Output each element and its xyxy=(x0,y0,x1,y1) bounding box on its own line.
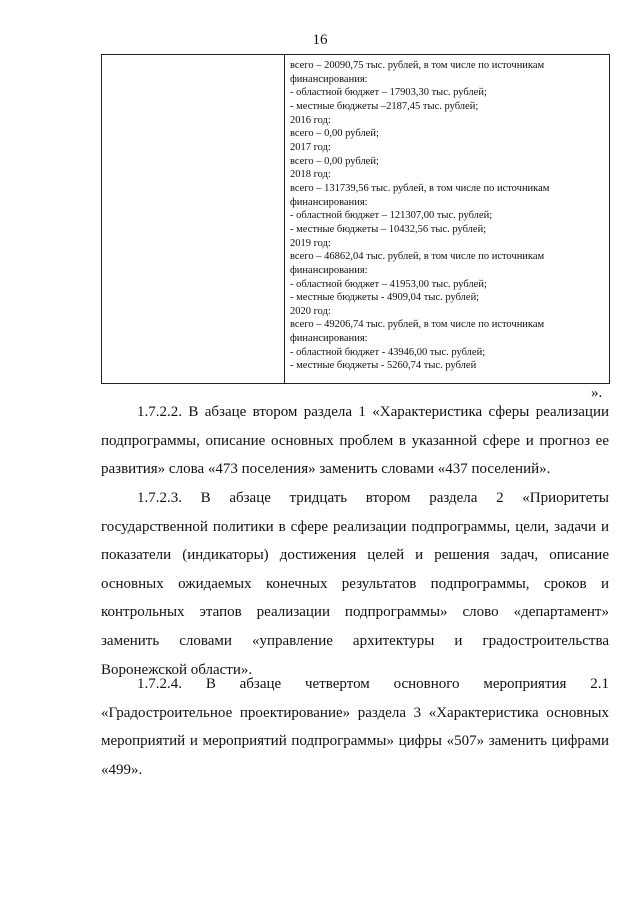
financing-line: 2020 год: xyxy=(290,305,331,317)
paragraph-line: 1.7.2.3. В абзаце тридцать втором раздела 2 «Приоритеты xyxy=(137,490,609,506)
paragraph-line: показатели (индикаторы) достижения целей и решения задач, описание xyxy=(101,547,609,564)
financing-table xyxy=(101,54,610,384)
financing-line: - местные бюджеты –2187,45 тыс. рублей; xyxy=(290,100,479,112)
paragraph-line: 1.7.2.4. В абзаце четвертом основного мероприятия 2.1 xyxy=(137,676,609,692)
financing-line: всего – 20090,75 тыс. рублей, в том числе по источникам xyxy=(290,60,545,71)
financing-line: 2017 год: xyxy=(290,141,331,153)
financing-line: - местные бюджеты - 5260,74 тыс. рублей xyxy=(290,360,477,372)
paragraph-1-7-2-3 xyxy=(101,484,609,684)
financing-line: 2019 год: xyxy=(290,237,331,249)
paragraph-1-7-2-2 xyxy=(101,398,609,484)
paragraph-line: мероприятий и мероприятий подпрограммы» цифры «507» заменить цифрами xyxy=(101,733,609,750)
table-right-cell xyxy=(285,55,610,384)
paragraph-line: контрольных этапов реализации подпрограммы» слово «департамент» xyxy=(101,604,609,621)
financing-line: всего – 46862,04 тыс. рублей, в том числе по источникам xyxy=(290,251,545,263)
financing-line: 2018 год: xyxy=(290,169,331,181)
paragraph-line: развития» слова «473 поселения» заменить словами «437 поселений». xyxy=(101,461,551,478)
financing-line: финансирования: xyxy=(290,73,368,85)
financing-line: всего – 0,00 рублей; xyxy=(290,128,379,140)
financing-line: - областной бюджет – 41953,00 тыс. рублей; xyxy=(290,278,487,290)
financing-line: всего – 49206,74 тыс. рублей, в том числе по источникам xyxy=(290,319,545,331)
paragraph-line: подпрограммы, описание основных проблем в указанной сфере и прогноз ее xyxy=(101,432,609,449)
financing-line: - местные бюджеты - 4909,04 тыс. рублей; xyxy=(290,292,480,304)
paragraph-line: Воронежской области». xyxy=(101,661,253,678)
financing-line: финансирования: xyxy=(290,264,368,276)
financing-line: всего – 0,00 рублей; xyxy=(290,155,379,167)
paragraph-line: государственной политики в сфере реализации подпрограммы, цели, задачи и xyxy=(101,518,609,535)
financing-line: - областной бюджет – 17903,30 тыс. рублей; xyxy=(290,87,487,99)
paragraph-1-7-2-4 xyxy=(101,670,609,784)
financing-line: всего – 131739,56 тыс. рублей, в том числе по источникам xyxy=(290,182,550,194)
table-left-cell xyxy=(102,55,285,384)
paragraph-line: заменить словами «управление архитектуры и градостроительства xyxy=(101,632,609,649)
paragraph-line: 1.7.2.2. В абзаце втором раздела 1 «Характеристика сферы реализации xyxy=(137,404,609,420)
financing-line: - областной бюджет – 121307,00 тыс. рублей; xyxy=(290,210,493,222)
paragraph-line: «Градостроительное проектирование» раздела 3 «Характеристика основных xyxy=(101,704,609,721)
closing-quote: ». xyxy=(591,385,603,401)
paragraph-line: «499». xyxy=(101,761,143,778)
paragraph-line: основных ожидаемых конечных результатов подпрограммы, сроков и xyxy=(101,575,609,592)
financing-line: - местные бюджеты – 10432,56 тыс. рублей; xyxy=(290,223,487,235)
page-number: 16 xyxy=(312,32,328,48)
financing-line: - областной бюджет - 43946,00 тыс. рублей; xyxy=(290,346,486,358)
financing-lines xyxy=(285,55,609,373)
financing-line: 2016 год: xyxy=(290,114,331,126)
financing-line: финансирования: xyxy=(290,196,368,208)
financing-line: финансирования: xyxy=(290,333,368,345)
